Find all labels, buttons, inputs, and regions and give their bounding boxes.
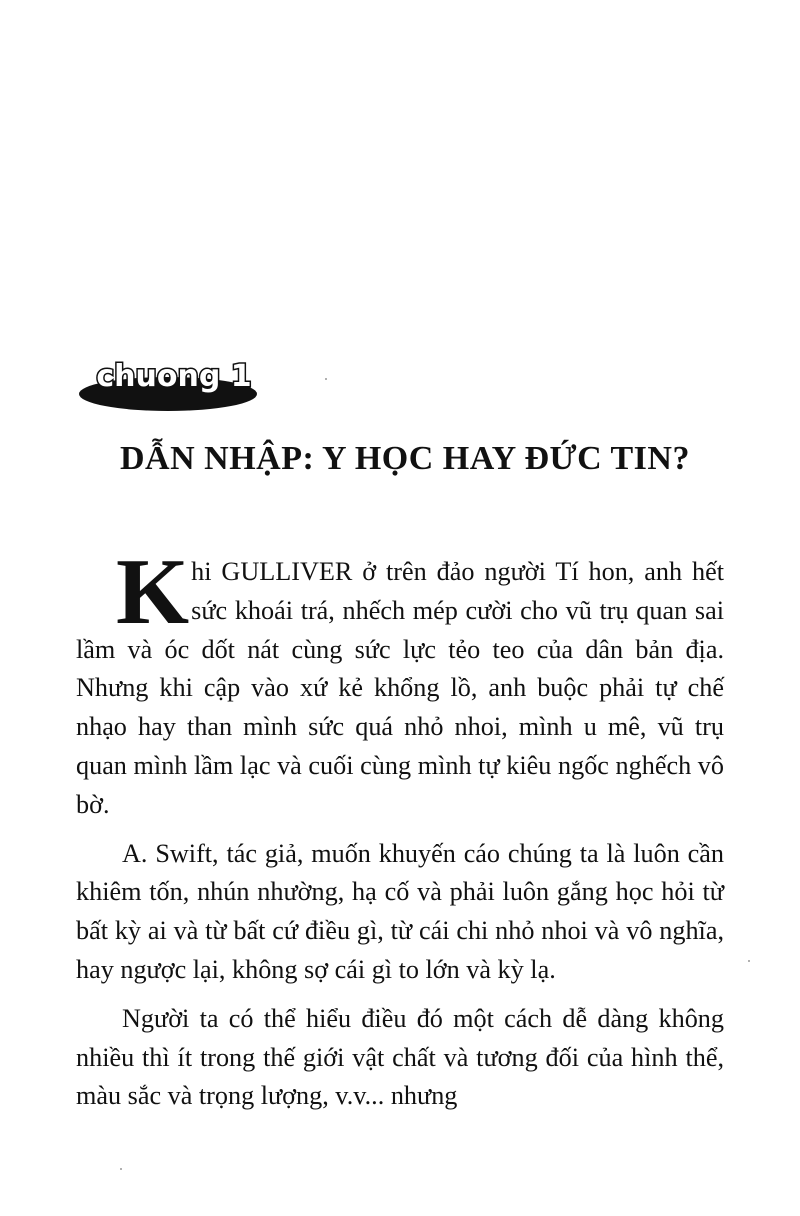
paragraph-3: Người ta có thể hiểu điều đó một cách dễ dàng không nhiều thì ít trong thế giới vật chất và tương đối của hình thể, màu sắc và trọng lượng, v.v... nhưng <box>76 1003 724 1111</box>
chapter-title: DẪN NHẬP: Y HỌC HAY ĐỨC TIN? <box>120 440 690 477</box>
chapter-badge <box>78 360 258 414</box>
chapter-badge-graphic <box>78 360 258 414</box>
drop-cap: K <box>116 540 188 644</box>
body-text <box>76 540 724 1116</box>
paragraph-2: A. Swift, tác giả, muốn khuyến cáo chúng ta là luôn cần khiêm tốn, nhún nhường, hạ cố và phải luôn gắng học hỏi từ bất kỳ ai và từ bất cứ điều gì, từ cái chi nhỏ nhoi và vô nghĩa, hay ngược lại, không sợ cái gì to lớn và kỳ lạ. <box>76 838 724 984</box>
paper-speck <box>325 378 327 380</box>
paragraph-1-text: hi GULLIVER ở trên đảo người Tí hon, anh hết sức khoái trá, nhếch mép cười cho vũ trụ quan sai lầm và óc dốt nát cùng sức lực tẻo teo của dân bản địa. Nhưng khi cập vào xứ kẻ khổng lồ, anh buộc phải tự chế nhạo hay than mình sức quá nhỏ nhoi, mình u mê, vũ trụ quan mình lầm lạc và cuối cùng mình tự kiêu ngốc nghếch vô bờ. <box>76 557 724 819</box>
paragraph-1 <box>76 540 724 825</box>
paper-speck <box>748 960 750 962</box>
chapter-label: chuong 1 <box>96 360 252 394</box>
paper-speck <box>120 1168 122 1170</box>
